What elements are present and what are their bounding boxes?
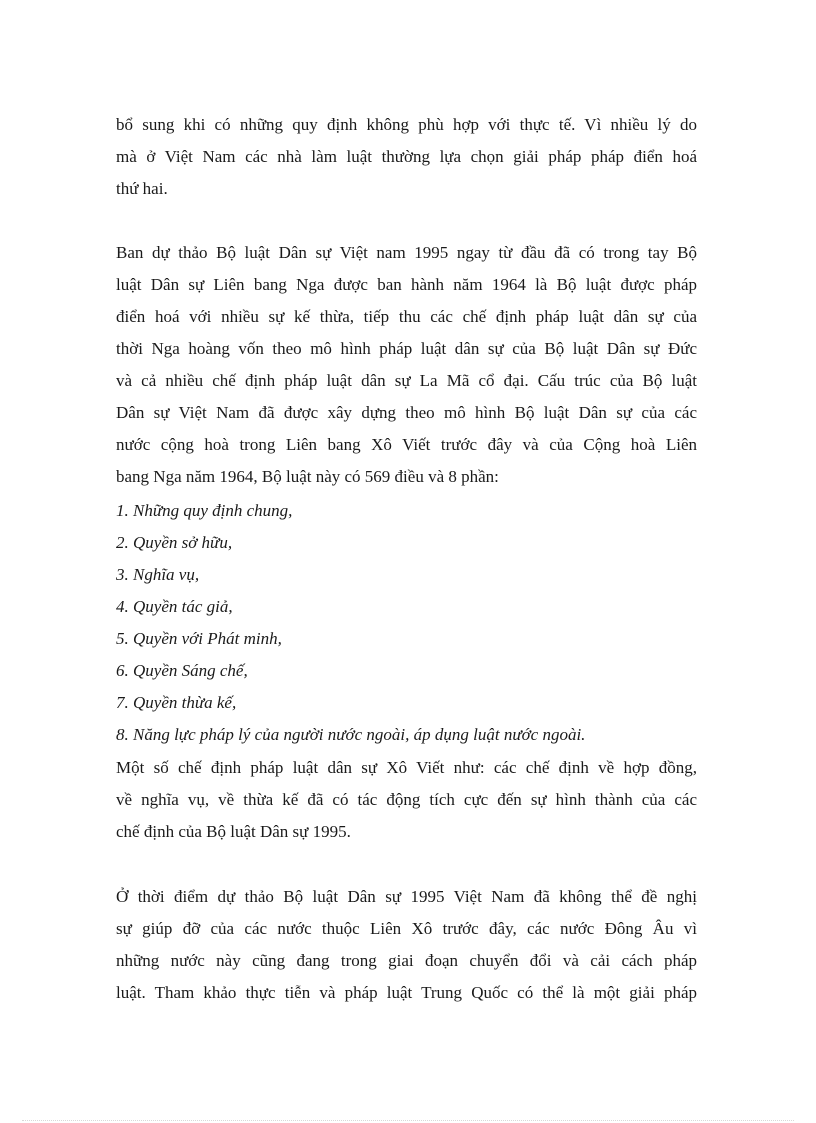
list-item: 6. Quyền Sáng chế, — [116, 661, 248, 680]
text-line: về nghĩa vụ, về thừa kế đã có tác động tích cực đến sự hình thành của các — [116, 790, 697, 809]
text-line: Dân sự Việt Nam đã được xây dựng theo mô hình Bộ luật Dân sự của các — [116, 403, 697, 422]
list-item: 2. Quyền sở hữu, — [116, 533, 233, 552]
list-item: 8. Năng lực pháp lý của người nước ngoài, áp dụng luật nước ngoài. — [116, 725, 586, 744]
list-item: 4. Quyền tác giả, — [116, 597, 233, 616]
text-line: Ban dự thảo Bộ luật Dân sự Việt nam 1995 ngay từ đầu đã có trong tay Bộ — [116, 243, 697, 262]
text-line: mà ở Việt Nam các nhà làm luật thường lựa chọn giải pháp pháp điển hoá — [116, 147, 697, 166]
text-line: Một số chế định pháp luật dân sự Xô Viết như: các chế định về hợp đồng, — [116, 758, 697, 777]
text-line: bổ sung khi có những quy định không phù hợp với thực tế. Vì nhiều lý do — [116, 115, 697, 134]
list-item: 3. Nghĩa vụ, — [116, 565, 200, 584]
text-line: và cả nhiều chế định pháp luật dân sự La Mã cổ đại. Cấu trúc của Bộ luật — [116, 371, 697, 390]
list-item: 5. Quyền với Phát minh, — [116, 629, 282, 648]
text-line: thứ hai. — [116, 179, 168, 198]
list-item: 1. Những quy định chung, — [116, 501, 293, 520]
text-line: nước cộng hoà trong Liên bang Xô Viết trước đây và của Cộng hoà Liên — [116, 435, 697, 454]
text-line: sự giúp đỡ của các nước thuộc Liên Xô trước đây, các nước Đông Âu vì — [116, 919, 697, 938]
text-line: luật Dân sự Liên bang Nga được ban hành năm 1964 là Bộ luật được pháp — [116, 275, 697, 294]
text-line: những nước này cũng đang trong giai đoạn chuyển đổi và cải cách pháp — [116, 951, 697, 970]
text-line: luật. Tham khảo thực tiễn và pháp luật Trung Quốc có thể là một giải pháp — [116, 983, 697, 1002]
text-line: thời Nga hoàng vốn theo mô hình pháp luật dân sự của Bộ luật Dân sự Đức — [116, 339, 697, 358]
page-bottom-divider — [22, 1120, 794, 1121]
text-line: Ở thời điểm dự thảo Bộ luật Dân sự 1995 Việt Nam đã không thể đề nghị — [116, 887, 697, 906]
list-item: 7. Quyền thừa kế, — [116, 693, 237, 712]
text-line: chế định của Bộ luật Dân sự 1995. — [116, 822, 351, 841]
text-line: bang Nga năm 1964, Bộ luật này có 569 điều và 8 phần: — [116, 467, 499, 486]
text-line: điển hoá với nhiều sự kế thừa, tiếp thu các chế định pháp luật dân sự của — [116, 307, 697, 326]
